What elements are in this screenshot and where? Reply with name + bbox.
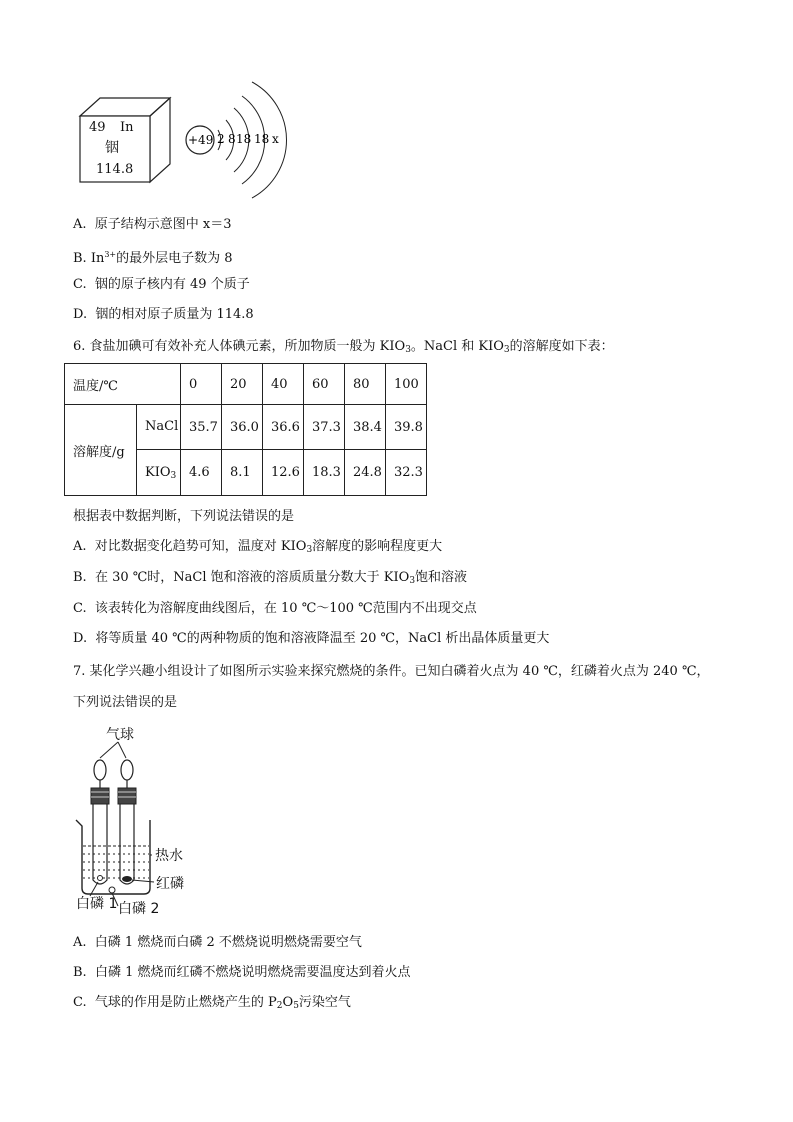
q7-option-a: A. 白磷 1 燃烧而白磷 2 不燃烧说明燃烧需要空气 — [73, 935, 362, 950]
element-symbol: In — [120, 120, 134, 135]
table-temp-cell: 20 — [222, 364, 263, 405]
element-atomic-number: 49 — [89, 120, 106, 135]
q6-option-b: B. 在 30 ℃时，NaCl 饱和溶液的溶质质量分数大于 $KIO_3$饱和溶液 — [73, 570, 468, 586]
table-cell: 36.6 — [263, 405, 304, 450]
table-cell: 4.6 — [181, 450, 222, 496]
atom-shell-1: 2 — [217, 132, 225, 146]
table-temp-cell: 40 — [263, 364, 304, 405]
atom-shell-5: x — [272, 132, 279, 146]
table-row-name-nacl: NaCl — [137, 405, 181, 450]
q7-option-c: C. 气球的作用是防止燃烧产生的 $P_2O_5$污染空气 — [73, 995, 351, 1011]
atom-nucleus-label: +49 — [188, 133, 214, 147]
q5-option-b: B. $In^{3+}$的最外层电子数为 8 — [73, 250, 233, 266]
q6-option-d: D. 将等质量 40 ℃的两种物质的饱和溶液降温至 20 ℃，NaCl 析出晶体质量更大 — [73, 631, 550, 646]
table-cell: 18.3 — [304, 450, 345, 496]
table-cell: 38.4 — [345, 405, 386, 450]
element-atomic-mass: 114.8 — [96, 162, 134, 177]
label-hot-water: 热水 — [155, 848, 183, 864]
table-cell: 24.8 — [345, 450, 386, 496]
atom-shell-3: 18 — [236, 132, 252, 146]
table-cell: 35.7 — [181, 405, 222, 450]
table-cell: 39.8 — [386, 405, 427, 450]
q7-stem-line-2: 下列说法错误的是 — [73, 695, 178, 710]
solubility-table — [64, 363, 427, 496]
label-balloon: 气球 — [106, 727, 134, 743]
table-temp-cell: 60 — [304, 364, 345, 405]
q6-prompt: 根据表中数据判断，下列说法错误的是 — [73, 509, 295, 524]
q7-option-b: B. 白磷 1 燃烧而红磷不燃烧说明燃烧需要温度达到着火点 — [73, 965, 411, 980]
table-cell: 8.1 — [222, 450, 263, 496]
label-white-phosphorus-1: 白磷 1 — [76, 896, 118, 912]
combustion-experiment-figure — [70, 720, 220, 920]
atom-structure-diagram — [180, 72, 290, 200]
atom-shell-4: 18 — [254, 132, 270, 146]
label-white-phosphorus-2: 白磷 2 — [118, 901, 160, 917]
table-temp-cell: 80 — [345, 364, 386, 405]
table-temp-cell: 100 — [386, 364, 427, 405]
q5-option-d: D. 铟的相对原子质量为 114.8 — [73, 307, 254, 322]
q7-stem-line-1: 7. 某化学兴趣小组设计了如图所示实验来探究燃烧的条件。已知白磷着火点为 40 ℃，红磷着火点为 240 ℃， — [73, 664, 710, 679]
table-header-temperature: 温度/℃ — [65, 364, 181, 405]
table-cell: 32.3 — [386, 450, 427, 496]
element-name: 铟 — [105, 140, 119, 156]
q6-option-a: A. 对比数据变化趋势可知，温度对 $KIO_3$溶解度的影响程度更大 — [73, 539, 443, 555]
q5-option-c: C. 铟的原子核内有 49 个质子 — [73, 277, 250, 292]
table-row-name-kio3: $KIO_3$ — [137, 450, 181, 496]
q6-option-c: C. 该表转化为溶解度曲线图后，在 10 ℃～100 ℃范围内不出现交点 — [73, 601, 477, 616]
table-cell: 37.3 — [304, 405, 345, 450]
q5-option-a: A. 原子结构示意图中 x＝3 — [73, 217, 232, 232]
table-header-solubility: 溶解度/g — [65, 405, 137, 496]
label-red-phosphorus: 红磷 — [156, 876, 184, 892]
atom-shell-2: 8 — [228, 132, 236, 146]
table-cell: 36.0 — [222, 405, 263, 450]
q6-stem: 6. 食盐加碘可有效补充人体碘元素，所加物质一般为 $KIO_3$。NaCl 和 $KIO_3$的溶解度如下表： — [73, 339, 614, 355]
table-temp-cell: 0 — [181, 364, 222, 405]
table-cell: 12.6 — [263, 450, 304, 496]
